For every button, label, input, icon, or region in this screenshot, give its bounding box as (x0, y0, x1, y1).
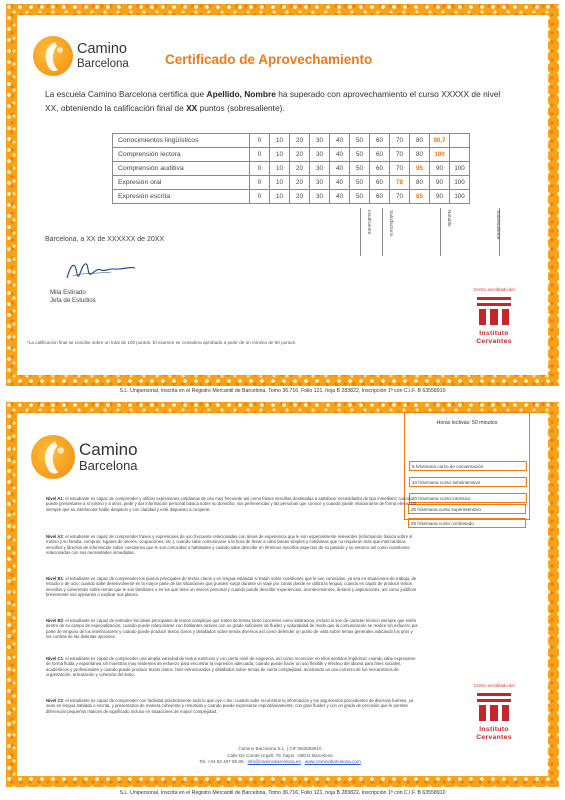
level-code: Nivel B2 (46, 618, 63, 623)
scale-cell: 60 (370, 134, 390, 148)
grading-note: *La calificación final se concibe sobre un total de 100 puntos. El examen se considera aprobado a partir de un mínimo de 60 puntos. (27, 340, 297, 345)
scale-cell: 60 (370, 190, 390, 204)
score-value: 95 (410, 162, 430, 176)
instituto-cervantes-logo (456, 287, 532, 345)
instituto-cervantes-emblem-icon (477, 295, 511, 325)
instituto-cervantes-logo (456, 683, 532, 741)
signer-title: Jefa de Estudios (50, 297, 96, 304)
scale-cell: 0 (250, 190, 270, 204)
score-value: 90,7 (430, 134, 450, 148)
scale-cell: 30 (310, 148, 330, 162)
scale-cell: 40 (330, 176, 350, 190)
level-description (46, 534, 418, 555)
email-link[interactable]: info@caminobarcelona.es (247, 759, 301, 765)
intro-text-3: puntos (sobresaliente). (197, 103, 285, 113)
scale-cell: 0 (250, 162, 270, 176)
scale-cell: 10 (270, 176, 290, 190)
scale-cell: 80 (410, 134, 430, 148)
instituto-name-line2: Cervantes (476, 337, 512, 345)
logo-name-line1: Camino (79, 440, 138, 460)
score-row (113, 148, 470, 162)
scale-cell: 30 (310, 190, 330, 204)
skill-label: Comprensión auditiva (113, 162, 250, 176)
score-value: 85 (410, 190, 430, 204)
score-row (113, 134, 470, 148)
scale-cell: 100 (450, 190, 470, 204)
level-description (46, 698, 418, 714)
skill-label: Expresión oral (113, 176, 250, 190)
scale-cell (450, 148, 470, 162)
hours-row: 10 h/semana curso semiintensivo (409, 477, 527, 487)
scale-cell: 20 (290, 176, 310, 190)
scale-cell: 40 (330, 190, 350, 204)
scale-cell: 10 (270, 190, 290, 204)
contact-company: Camino Barcelona S.L. | CIF B63558910 (238, 746, 322, 751)
score-row (113, 176, 470, 190)
student-name: Apellido, Nombre (206, 89, 276, 99)
scale-cell: 90 (430, 176, 450, 190)
scale-cell: 20 (290, 162, 310, 176)
scale-cell (450, 134, 470, 148)
contact-block (130, 746, 430, 766)
scale-cell: 40 (330, 162, 350, 176)
scale-cell: 50 (350, 176, 370, 190)
level-text: : el estudiante es capaz de comprender y utilizar expresiones cotidianas de uso muy frecuente así como frases sencillas destinadas a satisfacer necesidades de tipo inmediato; cuando puede presentarse a sí mismo y a otros, pedir y dar información personal básica sobre su domicilio, sus pertenencias y las personas que conoce y cuando puede relacionarse de forma elemental siempre que su interlocutor hable despacio y con claridad y esté dispuesto a cooperar. (46, 496, 416, 512)
level-description (46, 576, 418, 597)
grade-label-sobresaliente: Sobresaliente (495, 210, 500, 240)
grade-label-satisfactorio: Satisfactorio (388, 210, 393, 237)
contact-separator: · (300, 759, 305, 765)
scale-cell: 60 (370, 176, 390, 190)
skill-label: Conocimientos lingüísticos (113, 134, 250, 148)
grade-label-insuficiente: Insuficiente (366, 210, 371, 235)
level-code: Nivel B1 (46, 576, 63, 581)
level-text: : el estudiante es capaz de entender las ideas principales de textos complejos que traten de temas tanto concretos como abstractos, incluso si son de carácter técnico siempre que estén dentro de su campo de especialización; cuando puede relacionarse con hablantes nativos con un grado suficiente de fluidez y naturalidad de modo que la comunicación se realice sin esfuerzo por parte de ninguno de los interlocutores y cuando puede producir textos claros y detallados sobre temas diversos así como defender un punto de vista sobre temas generales indicando los pros y los contras de las distintas opciones. (46, 618, 418, 640)
level-code: Nivel A1 (46, 496, 63, 501)
level-text: : el estudiante es capaz de comprender una amplia variedad de textos extensos y con cierto nivel de exigencia, así como reconocer en ellos sentidos implícitos; cuando sabe expresarse de forma fluida y espontánea sin muestras muy evidentes de esfuerzo para encontrar la expresión adecuada; cuando puede hacer un uso flexible y efectivo del idioma para fines sociales, académicos y profesionales y cuando puede producir textos claros, bien estructurados y detallados sobre temas de cierta complejidad, mostrando un uso correcto de los mecanismos de organización, articulación y cohesión del texto. (46, 656, 416, 678)
logo-mark-icon (31, 435, 75, 479)
legal-footer: S.L. Unipersonal, Inscrita en el Registro Mercantil de Barcelona, Tomo 36.716, Folio 121, hoja B 283822, Inscripción 1ª con C.I.F. B 63558910 (119, 388, 446, 394)
skill-label: Expresión escrita (113, 190, 250, 204)
hours-row: 5 h/semana curso de conversación (409, 461, 527, 471)
scale-cell: 80 (410, 148, 430, 162)
intro-text-1: La escuela Camino Barcelona certifica que (45, 89, 207, 99)
instituto-cervantes-emblem-icon (477, 691, 511, 721)
scale-cell: 10 (270, 148, 290, 162)
signature-image (65, 256, 137, 289)
scale-cell: 20 (290, 134, 310, 148)
level-code: Nivel A2 (46, 534, 63, 539)
logo-name-line2: Barcelona (77, 57, 129, 70)
scale-cell: 40 (330, 134, 350, 148)
accredited-label: Centro acreditado del (473, 287, 515, 292)
contact-address: Calle De Comte Urgell, 78, bajos · 08011 Barcelona (227, 752, 333, 758)
scale-cell: 50 (350, 162, 370, 176)
scale-cell: 100 (450, 162, 470, 176)
scale-cell: 80 (410, 176, 430, 190)
contact-phone: Tel. +34 93 467 85 85 · (199, 759, 248, 765)
scale-cell: 50 (350, 134, 370, 148)
logo-name-line2: Barcelona (79, 458, 138, 474)
instituto-name-line1: Instituto (479, 330, 509, 337)
legal-footer: S.L. Unipersonal, Inscrita en el Registro Mercantil de Barcelona, Tomo 36.716, Folio 121, hoja B 283822, Inscripción 1ª con C.I.F. B 63558910 (119, 790, 446, 796)
scale-cell: 70 (390, 148, 410, 162)
scale-cell: 100 (450, 176, 470, 190)
skill-label: Comprensión lectora (113, 148, 250, 162)
level-text: : el estudiante es capaz de comprender con facilidad prácticamente todo lo que oye o lee; cuando sabe reconstruir la información y los argumentos procedentes de diversas fuentes, ya sean en lengua hablada o escrita, y presentarlos de manera coherente y resumida y cuando puede expresarse espontáneamente, con gran fluidez y con un grado de precisión que le permite diferenciar pequeños matices de significado incluso en situaciones de mayor complejidad. (46, 698, 414, 714)
scale-cell: 70 (390, 162, 410, 176)
scale-cell: 30 (310, 176, 330, 190)
website-link[interactable]: www.caminobarcelona.com (304, 759, 361, 765)
level-description (46, 656, 418, 677)
level-text: : el estudiante es capaz de comprender frases y expresiones de uso frecuente relacionadas con áreas de experiencia que le son especialmente relevantes (información básica sobre sí mismo y su familia, compras, lugares de interés, ocupaciones, etc.); cuando sabe comunicarse a la hora de llevar a cabo tareas simples y cotidianas que no requieran más que intercambios sencillos y directos de información sobre cuestiones que le son conocidas o habituales y cuando sabe describir en términos sencillos aspectos de su pasado y su entorno así como cuestiones relacionadas con sus necesidades inmediatas. (46, 534, 413, 556)
level-code: Nivel C2 (46, 698, 63, 703)
instituto-name-line1: Instituto (479, 726, 509, 733)
level-description (46, 496, 418, 512)
scale-cell: 30 (310, 134, 330, 148)
scores-table (112, 133, 470, 204)
camino-barcelona-logo (31, 435, 138, 479)
scale-cell: 10 (270, 162, 290, 176)
scale-cell: 0 (250, 134, 270, 148)
signer-name: Mila Estirado (50, 289, 86, 296)
signer-block (50, 289, 96, 305)
place-date: Barcelona, a XX de XXXXXX de 20XX (45, 236, 165, 243)
level-text: : el estudiante es capaz de comprender los puntos principales de textos claros y en lengua estándar si tratan sobre cuestiones que le son conocidas, ya sea en situaciones de trabajo, de estudio o de ocio; cuando sabe desenvolverse en la mayor parte de las situaciones que pueden surgir durante un viaje por zonas donde se utiliza la lengua; cuando es capaz de producir textos sencillos y coherentes sobre temas que le son familiares o en los que tiene un interés personal y cuando puede describir experiencias, acontecimientos, deseos y aspiraciones, así como justificar brevemente sus opiniones o explicar sus planes. (46, 576, 417, 598)
contact-line (130, 759, 430, 766)
scale-cell: 50 (350, 148, 370, 162)
final-score: XX (186, 103, 198, 113)
scale-cell: 50 (350, 190, 370, 204)
grade-divider (382, 208, 383, 256)
score-row (113, 162, 470, 176)
logo-name-line1: Camino (77, 41, 127, 58)
hours-row: 25 h/semana curso superintensivo (408, 504, 526, 514)
score-value: 78 (390, 176, 410, 190)
certificate-intro (45, 87, 505, 115)
grade-divider (440, 208, 441, 256)
scale-cell: 20 (290, 148, 310, 162)
instituto-name-line2: Cervantes (476, 733, 512, 741)
scale-cell: 70 (390, 134, 410, 148)
intro-text-2: ha superado con aprovechamiento el curso XXXXX de nivel XX, obteniendo la calificación final de (45, 89, 501, 113)
hours-title: Horas lectivas: 50 minutos (436, 420, 498, 426)
accredited-label: Centro acreditado del (473, 683, 515, 688)
scale-cell: 90 (430, 162, 450, 176)
scale-cell: 0 (250, 148, 270, 162)
grade-divider (360, 208, 361, 256)
camino-barcelona-logo (33, 36, 129, 76)
scale-cell: 60 (370, 162, 390, 176)
scale-cell: 10 (270, 134, 290, 148)
scale-cell: 40 (330, 148, 350, 162)
hours-row: 25 h/semana curso combinado (408, 518, 526, 528)
scale-cell: 90 (430, 190, 450, 204)
level-description (46, 618, 418, 639)
grade-label-notable: Notable (446, 210, 451, 227)
scale-cell: 0 (250, 176, 270, 190)
scale-cell: 20 (290, 190, 310, 204)
score-value: 100 (430, 148, 450, 162)
hours-row: 20 h/semana curso intensivo (409, 493, 527, 503)
certificate-title: Certificado de Aprovechamiento (165, 52, 373, 67)
score-row (113, 190, 470, 204)
logo-mark-icon (33, 36, 73, 76)
scale-cell: 70 (390, 190, 410, 204)
scale-cell: 60 (370, 148, 390, 162)
level-code: Nivel C1 (46, 656, 63, 661)
scale-cell: 30 (310, 162, 330, 176)
